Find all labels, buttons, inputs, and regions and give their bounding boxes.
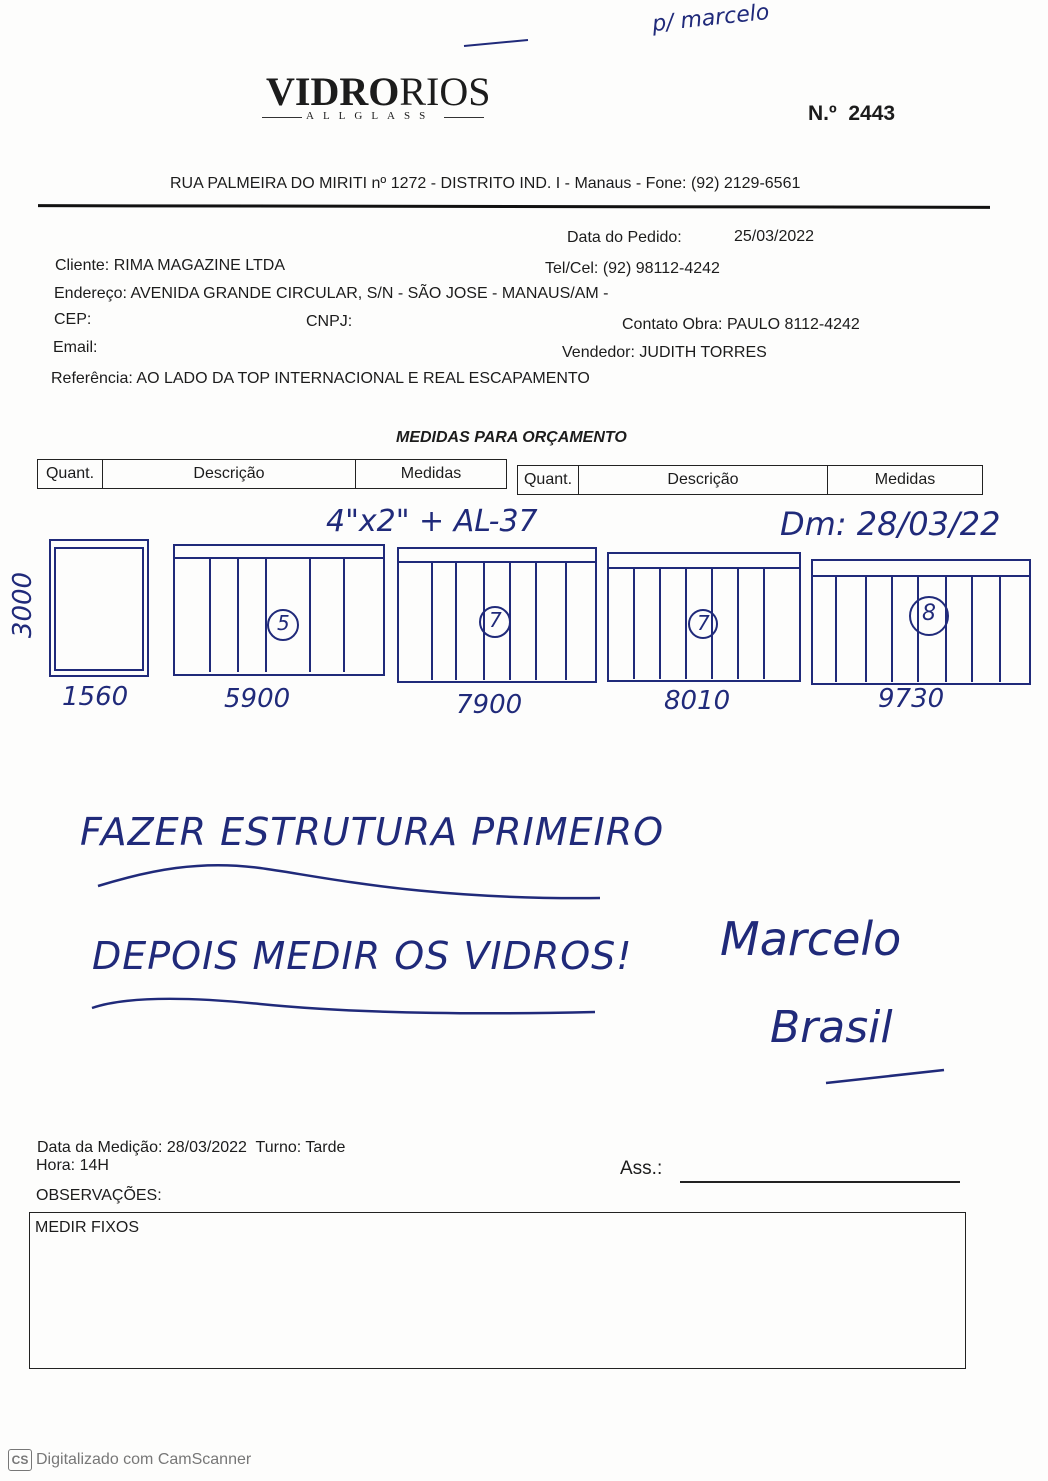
header-divider [38, 204, 990, 209]
handwritten-note-line2: DEPOIS MEDIR OS VIDROS! [92, 934, 633, 978]
measurement-date-row [37, 1139, 345, 1157]
logo-line-left [262, 117, 302, 118]
measures-title: MEDIDAS PARA ORÇAMENTO [396, 429, 627, 446]
client-reference-label: Referência: [51, 370, 133, 387]
panel-width-3: 7900 [456, 690, 523, 720]
signature-line [680, 1181, 960, 1183]
measures-header-left [37, 459, 507, 489]
col-quant-2: Quant. [518, 466, 579, 494]
client-email-label: Email: [53, 339, 98, 356]
camscanner-logo-icon: CS [8, 1449, 32, 1471]
company-address: RUA PALMEIRA DO MIRITI nº 1272 - DISTRITO IND. I - Manaus - Fone: (92) 2129-6561 [170, 175, 801, 192]
observations-box [29, 1212, 966, 1369]
sketch-height-note: 3000 [8, 571, 39, 639]
client-name-label: Cliente: [55, 257, 110, 274]
panel-width-2: 5900 [224, 684, 291, 714]
client-phone-label: Tel/Cel: [545, 260, 599, 277]
client-phone-value: (92) 98112-4242 [602, 260, 720, 277]
panel-width-1: 1560 [62, 682, 129, 712]
signature-label: Ass.: [620, 1158, 663, 1179]
client-seller-value: JUDITH TORRES [639, 344, 767, 361]
client-phone-row [545, 260, 720, 278]
order-number-label: N.º [808, 102, 837, 125]
client-contact-value: PAULO 8112-4242 [726, 316, 860, 333]
client-address-value: AVENIDA GRANDE CIRCULAR, S/N - SÃO JOSE - MANAUS/AM - [130, 285, 609, 302]
panel-width-5: 9730 [878, 684, 945, 714]
measurement-date-label: Data da Medição: [37, 1139, 163, 1156]
panel-count-4: 7 [697, 611, 710, 635]
logo-tagline: ALLGLASS [306, 110, 435, 122]
col-quant: Quant. [38, 460, 103, 488]
order-date-label: Data do Pedido: [567, 229, 682, 246]
client-name-value: RIMA MAGAZINE LTDA [113, 257, 285, 274]
measurement-shift-label: Turno: [255, 1139, 302, 1156]
order-number-value: 2443 [848, 102, 896, 125]
handwritten-signature-1: Marcelo [720, 912, 902, 966]
logo-line-right [444, 117, 484, 118]
client-address-label: Endereço: [54, 285, 127, 302]
company-logo [266, 68, 490, 115]
order-number [808, 102, 895, 126]
col-medidas-2: Medidas [874, 471, 936, 488]
scanner-footer-text: Digitalizado com CamScanner [36, 1451, 252, 1468]
col-descricao: Descrição [103, 460, 356, 488]
logo-bold-text: VIDRO [266, 69, 400, 114]
panel-count-3: 7 [489, 608, 502, 632]
panel-count-5: 8 [922, 601, 936, 626]
observations-label: OBSERVAÇÕES: [36, 1187, 162, 1204]
client-reference-row [51, 370, 590, 388]
client-address-row [54, 285, 609, 303]
client-name-row [55, 257, 285, 275]
client-contact-row [622, 316, 860, 334]
col-medidas: Medidas [400, 465, 462, 482]
measurement-time-value: 14H [79, 1157, 109, 1174]
logo-light-text: RIOS [399, 69, 491, 114]
handwritten-top-note: p/ marcelo [651, 0, 771, 38]
measurement-time-row [36, 1157, 109, 1175]
sketch-measure-date-note: Dm: 28/03/22 [780, 505, 1001, 543]
client-seller-label: Vendedor: [562, 344, 635, 361]
measurement-shift-value: Tarde [305, 1139, 346, 1156]
sketch-profile-note: 4"x2" + AL-37 [326, 504, 538, 539]
client-cnpj-label: CNPJ: [306, 313, 353, 330]
order-date-value: 25/03/2022 [734, 228, 815, 245]
panel-count-2: 5 [277, 611, 290, 635]
observations-text: MEDIR FIXOS [35, 1219, 140, 1236]
measurement-time-label: Hora: [36, 1157, 76, 1174]
panel-width-4: 8010 [664, 686, 731, 716]
measurement-date-value: 28/03/2022 [166, 1139, 247, 1156]
measures-header-right [517, 465, 983, 495]
client-reference-value: AO LADO DA TOP INTERNACIONAL E REAL ESCAPAMENTO [136, 370, 590, 387]
scanner-footer [8, 1449, 251, 1471]
col-descricao-2: Descrição [579, 466, 828, 494]
handwritten-note-line1: FAZER ESTRUTURA PRIMEIRO [80, 810, 665, 854]
client-cep-label: CEP: [54, 311, 92, 328]
client-seller-row [562, 344, 767, 362]
handwritten-signature-2: Brasil [770, 1002, 893, 1053]
client-contact-label: Contato Obra: [622, 316, 723, 333]
